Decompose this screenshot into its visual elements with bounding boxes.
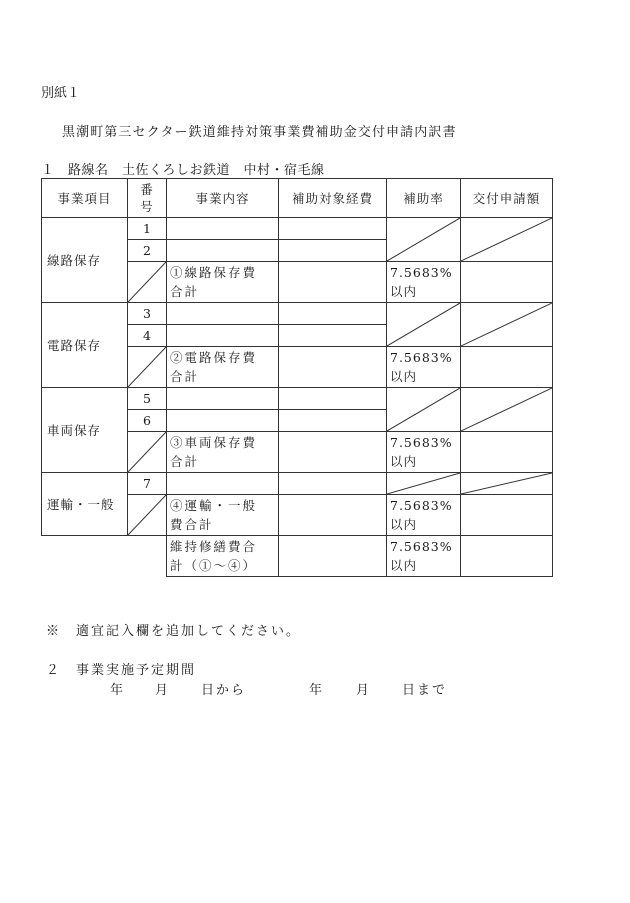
amount-cell-blank: [461, 388, 553, 432]
header-item: 事業項目: [42, 179, 128, 218]
item-cell: 車両保存: [42, 388, 128, 473]
table-row: [42, 473, 553, 495]
rate-cell: 7.5683% 以内: [387, 432, 461, 473]
empty-cell: [42, 536, 128, 577]
expense-cell[interactable]: [279, 347, 387, 388]
to-month-label: 月: [356, 683, 370, 698]
content-cell[interactable]: [167, 410, 279, 432]
expense-cell[interactable]: [279, 240, 387, 262]
subtotal-label: ②電路保存費 合計: [167, 347, 279, 388]
number-cell: 1: [128, 218, 167, 240]
number-cell: 2: [128, 240, 167, 262]
expense-cell[interactable]: [279, 303, 387, 325]
amount-cell[interactable]: [461, 495, 553, 536]
to-year-label: 年: [309, 683, 323, 698]
expense-cell[interactable]: [279, 495, 387, 536]
rate-cell-blank: [387, 218, 461, 262]
amount-cell[interactable]: [461, 262, 553, 303]
table-row: [42, 303, 553, 325]
rate-cell: 7.5683% 以内: [387, 536, 461, 577]
content-cell[interactable]: [167, 303, 279, 325]
number-cell: 5: [128, 388, 167, 410]
rate-cell-blank: [387, 388, 461, 432]
subtotal-label: ④運輸・一般 費合計: [167, 495, 279, 536]
number-cell-blank: [128, 432, 167, 473]
table-header-row: [42, 179, 553, 218]
expense-cell[interactable]: [279, 325, 387, 347]
amount-cell[interactable]: [461, 432, 553, 473]
amount-cell[interactable]: [461, 536, 553, 577]
to-day-label: 日まで: [402, 683, 448, 698]
rate-cell: 7.5683% 以内: [387, 262, 461, 303]
expense-cell[interactable]: [279, 262, 387, 303]
subtotal-label: ③車両保存費 合計: [167, 432, 279, 473]
empty-cell: [128, 536, 167, 577]
subtotal-label: ①線路保存費 合計: [167, 262, 279, 303]
header-amount: 交付申請額: [461, 179, 553, 218]
rate-cell-blank: [387, 473, 461, 495]
attachment-label: 別紙１: [41, 86, 81, 101]
expense-cell[interactable]: [279, 473, 387, 495]
amount-cell-blank: [461, 473, 553, 495]
expense-cell[interactable]: [279, 388, 387, 410]
number-cell: 6: [128, 410, 167, 432]
header-rate: 補助率: [387, 179, 461, 218]
number-cell-blank: [128, 262, 167, 303]
content-cell[interactable]: [167, 388, 279, 410]
from-month-label: 月: [155, 683, 169, 698]
number-cell-blank: [128, 495, 167, 536]
note-text: ※ 適宜記入欄を追加してください。: [46, 624, 302, 639]
document-title: 黒潮町第三セクター鉄道維持対策事業費補助金交付申請内訳書: [62, 125, 457, 140]
content-cell[interactable]: [167, 218, 279, 240]
section-1-heading: １ 路線名 土佐くろしお鉄道 中村・宿毛線: [41, 163, 325, 178]
amount-cell-blank: [461, 218, 553, 262]
expense-cell[interactable]: [279, 410, 387, 432]
number-cell-blank: [128, 347, 167, 388]
header-expense: 補助対象経費: [279, 179, 387, 218]
item-cell: 電路保存: [42, 303, 128, 388]
from-day-label: 日から: [201, 683, 247, 698]
table-row: [42, 388, 553, 410]
subsidy-breakdown-table: [41, 178, 553, 577]
content-cell[interactable]: [167, 325, 279, 347]
section-2-heading: ２ 事業実施予定期間: [46, 663, 197, 678]
item-cell: 線路保存: [42, 218, 128, 303]
grand-total-row: [42, 536, 553, 577]
amount-cell-blank: [461, 303, 553, 347]
item-cell: 運輸・一般: [42, 473, 128, 536]
amount-cell[interactable]: [461, 347, 553, 388]
from-year-label: 年: [110, 683, 124, 698]
rate-cell: 7.5683% 以内: [387, 347, 461, 388]
expense-cell[interactable]: [279, 536, 387, 577]
expense-cell[interactable]: [279, 218, 387, 240]
grand-total-label: 維持修繕費合 計（①～④）: [167, 536, 279, 577]
content-cell[interactable]: [167, 240, 279, 262]
expense-cell[interactable]: [279, 432, 387, 473]
number-cell: 3: [128, 303, 167, 325]
rate-cell: 7.5683% 以内: [387, 495, 461, 536]
content-cell[interactable]: [167, 473, 279, 495]
table-row: [42, 218, 553, 240]
header-number: 番 号: [128, 179, 167, 218]
number-cell: 4: [128, 325, 167, 347]
header-content: 事業内容: [167, 179, 279, 218]
number-cell: 7: [128, 473, 167, 495]
rate-cell-blank: [387, 303, 461, 347]
